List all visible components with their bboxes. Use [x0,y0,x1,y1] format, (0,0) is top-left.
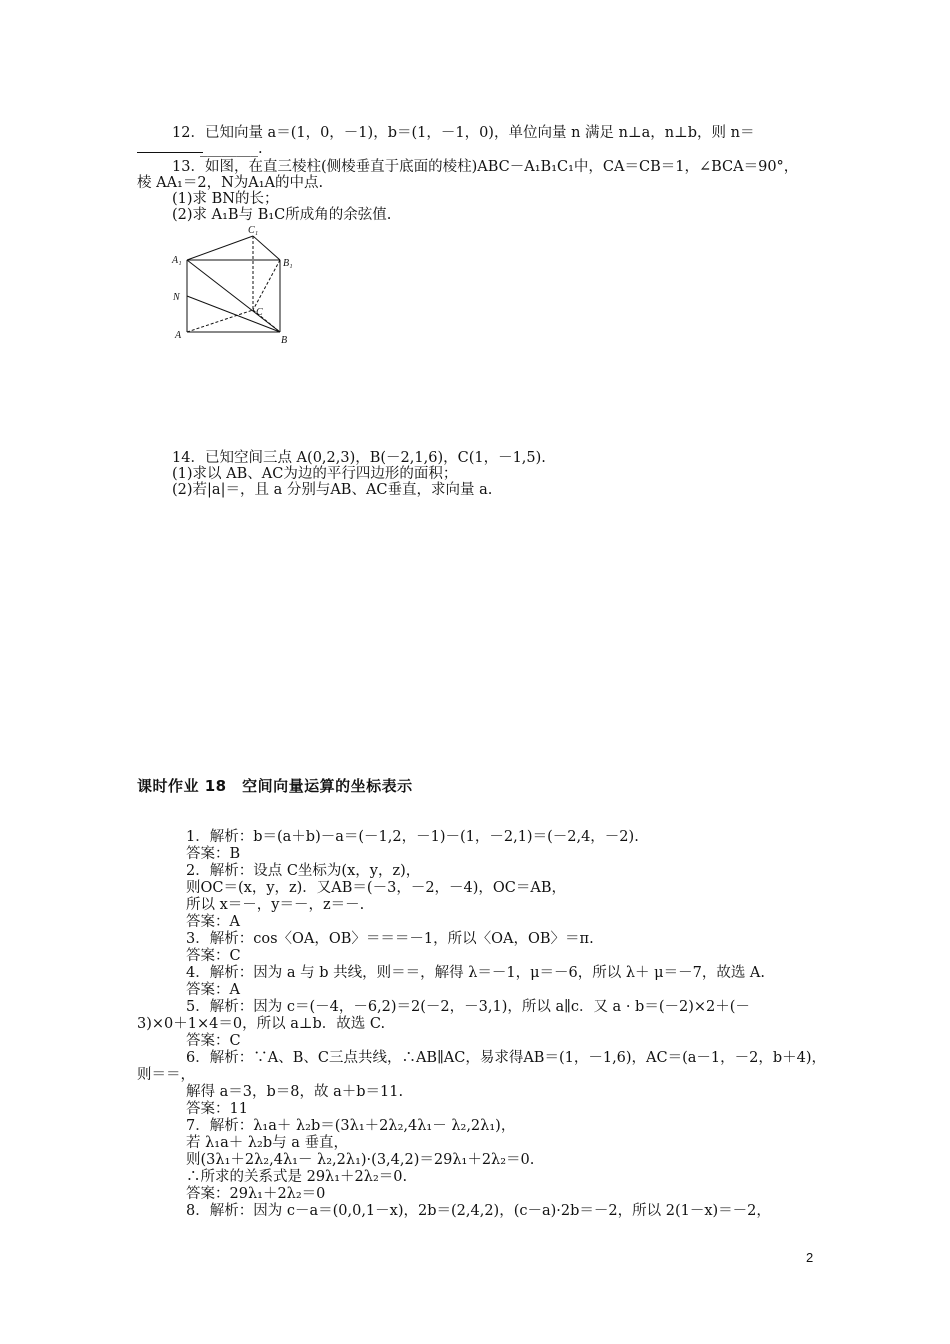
edge-A1-C1 [187,236,253,260]
solution-line: 答案：A [186,914,240,930]
solution-line: 3)×0＋1×4＝0，所以 a⊥b．故选 C. [137,1016,386,1032]
problem-12-line-2: ________. [200,141,263,157]
solution-line: 答案：C [186,1033,241,1049]
label-B1: B₁ [283,258,293,269]
label-A1: A₁ [172,255,182,266]
prism-figure [165,222,305,350]
problem-14-part-2: (2)若|a|＝，且 a 分别与AB、AC垂直，求向量 a. [172,482,493,498]
label-A: A [175,330,182,341]
problem-13-part-1: (1)求 BN的长； [172,191,279,207]
solution-line: ∴所求的关系式是 29λ₁＋2λ₂＝0. [186,1169,408,1185]
solution-line: 4．解析：因为 a 与 b 共线，则＝＝，解得 λ＝－1，μ＝－6，所以 λ＋ μ＝－7，故选 A. [186,965,766,981]
solution-line: 3．解析：cos〈OA，OB〉＝＝＝－1，所以〈OA，OB〉＝π. [186,931,594,947]
section-title: 课时作业 18 空间向量运算的坐标表示 [137,777,413,795]
label-N: N [173,292,180,303]
solution-line: 6．解析：∵A、B、C三点共线，∴AB∥AC，易求得AB＝(1，－1,6)，AC＝(a－1，－2，b＋4)， [186,1050,827,1066]
solution-line: 答案：C [186,948,241,964]
solution-line: 7．解析：λ₁a＋ λ₂b＝(3λ₁＋2λ₂,4λ₁－ λ₂,2λ₁)， [186,1118,516,1134]
solution-line: 解得 a＝3，b＝8，故 a＋b＝11. [186,1084,404,1100]
solution-line: 若 λ₁a＋ λ₂b与 a 垂直， [186,1135,349,1151]
problem-14-line-1: 14．已知空间三点 A(0,2,3)，B(－2,1,6)，C(1，－1,5). [172,450,546,466]
problem-13-line-1: 13．如图，在直三棱柱(侧棱垂直于底面的棱柱)ABC－A₁B₁C₁中，CA＝CB＝1，∠BCA＝90°， [172,159,799,175]
problem-13-part-2: (2)求 A₁B与 B₁C所成角的余弦值. [172,207,392,223]
page-number: 2 [806,1250,814,1265]
solution-line: 则(3λ₁＋2λ₂,4λ₁－ λ₂,2λ₁)·(3,4,2)＝29λ₁＋2λ₂＝0. [186,1152,535,1168]
problem-13-line-2: 棱 AA₁＝2，N为A₁A的中点. [137,175,324,191]
solution-line: 答案：B [186,846,241,862]
solution-line: 8．解析：因为 c－a＝(0,0,1－x)，2b＝(2,4,2)，(c－a)·2b＝－2，所以 2(1－x)＝－2， [186,1203,771,1219]
edge-A-C-hidden [187,310,253,332]
problem-14-part-1: (1)求以 AB、AC为边的平行四边形的面积； [172,466,458,482]
solution-line: 1．解析：b＝(a＋b)－a＝(－1,2，－1)－(1，－2,1)＝(－2,4，－2). [186,829,639,845]
solution-line: 答案：29λ₁＋2λ₂＝0 [186,1186,326,1202]
edge-C1-B1 [253,236,280,260]
label-C: C [256,307,263,318]
solution-line: 答案：11 [186,1101,248,1117]
segment-N-B [187,296,280,332]
problem-12-line-1: 12．已知向量 a＝(1，0，－1)，b＝(1，－1，0)，单位向量 n 满足 n⊥a，n⊥b，则 n＝ [172,125,755,141]
label-B: B [281,335,288,346]
solution-line: 2．解析：设点 C坐标为(x，y，z)， [186,863,421,879]
solution-line: 则OC＝(x，y，z)．又AB＝(－3，－2，－4)，OC＝AB， [186,880,567,896]
answer-blank [137,152,203,153]
solution-line: 答案：A [186,982,240,998]
segment-B1-C-hidden [253,260,280,310]
solution-line: 则＝＝， [137,1067,195,1083]
label-C1: C₁ [248,225,259,236]
solution-line: 所以 x＝－，y＝－，z＝－. [186,897,365,913]
solution-line: 5．解析：因为 c＝(－4，－6,2)＝2(－2，－3,1)，所以 a∥c．又 a · b＝(－2)×2＋(－ [186,999,750,1015]
